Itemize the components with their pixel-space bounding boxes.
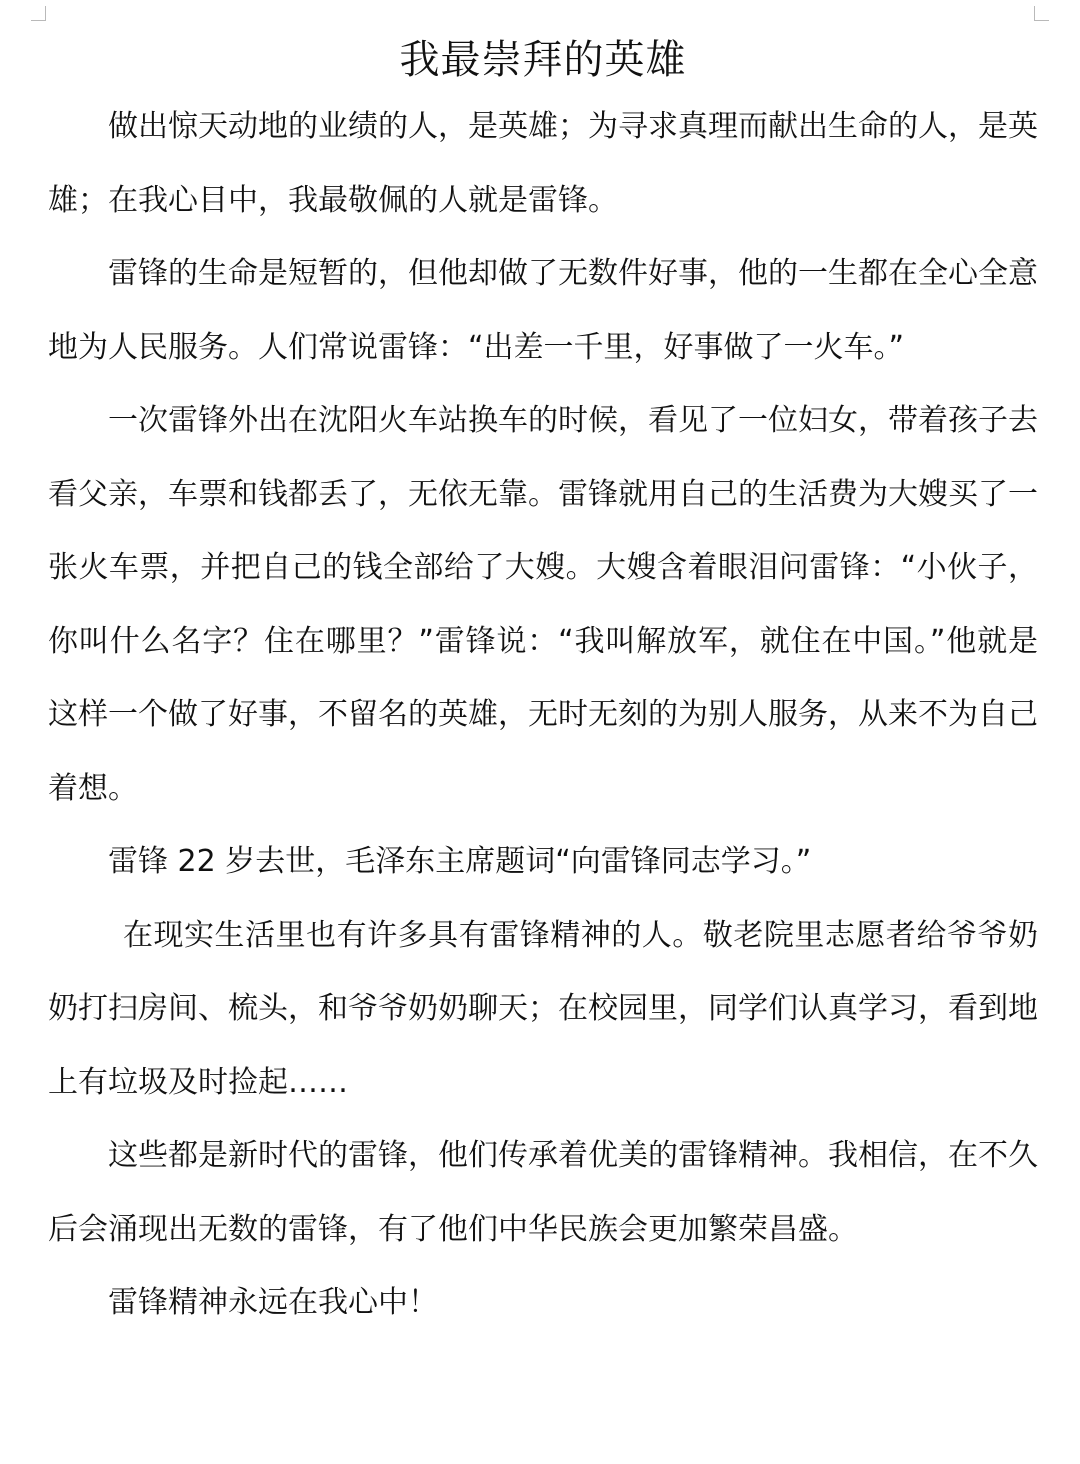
paragraph-short-life: 雷锋的生命是短暂的，但他却做了无数件好事，他的一生都在全心全意地为人民服务。人们常说雷锋：“出差一千里，好事做了一火车。”	[48, 256, 1038, 365]
document-page	[48, 30, 1038, 1340]
paragraph-train-story: 一次雷锋外出在沈阳火车站换车的时候，看见了一位妇女，带着孩子去看父亲，车票和钱都丢了，无依无靠。雷锋就用自己的生活费为大嫂买了一张火车票，并把自己的钱全部给了大嫂。大嫂含着眼泪问雷锋：“小伙子，你叫什么名字？住在哪里？”雷锋说：“我叫解放军，就住在中国。”他就是这样一个做了好事，不留名的英雄，无时无刻的为别人服务，从来不为自己着想。	[48, 403, 1039, 806]
page-corner-mark-right	[1034, 6, 1049, 21]
paragraph-intro: 做出惊天动地的业绩的人，是英雄；为寻求真理而献出生命的人，是英雄；在我心目中，我最敬佩的人就是雷锋。	[48, 109, 1038, 218]
paragraph-real-life: 在现实生活里也有许多具有雷锋精神的人。敬老院里志愿者给爷爷奶奶打扫房间、梳头，和爷爷奶奶聊天；在校园里，同学们认真学习，看到地上有垃圾及时捡起……	[48, 917, 1038, 1100]
page-corner-mark-left	[31, 6, 46, 21]
paragraph-conclusion: 雷锋精神永远在我心中！	[108, 1285, 438, 1320]
essay-title: 我最崇拜的英雄	[399, 37, 687, 83]
paragraph-inscription: 雷锋 22 岁去世，毛泽东主席题词“向雷锋同志学习。”	[108, 844, 812, 879]
paragraph-new-era: 这些都是新时代的雷锋，他们传承着优美的雷锋精神。我相信，在不久后会涌现出无数的雷锋，有了他们中华民族会更加繁荣昌盛。	[48, 1138, 1038, 1247]
